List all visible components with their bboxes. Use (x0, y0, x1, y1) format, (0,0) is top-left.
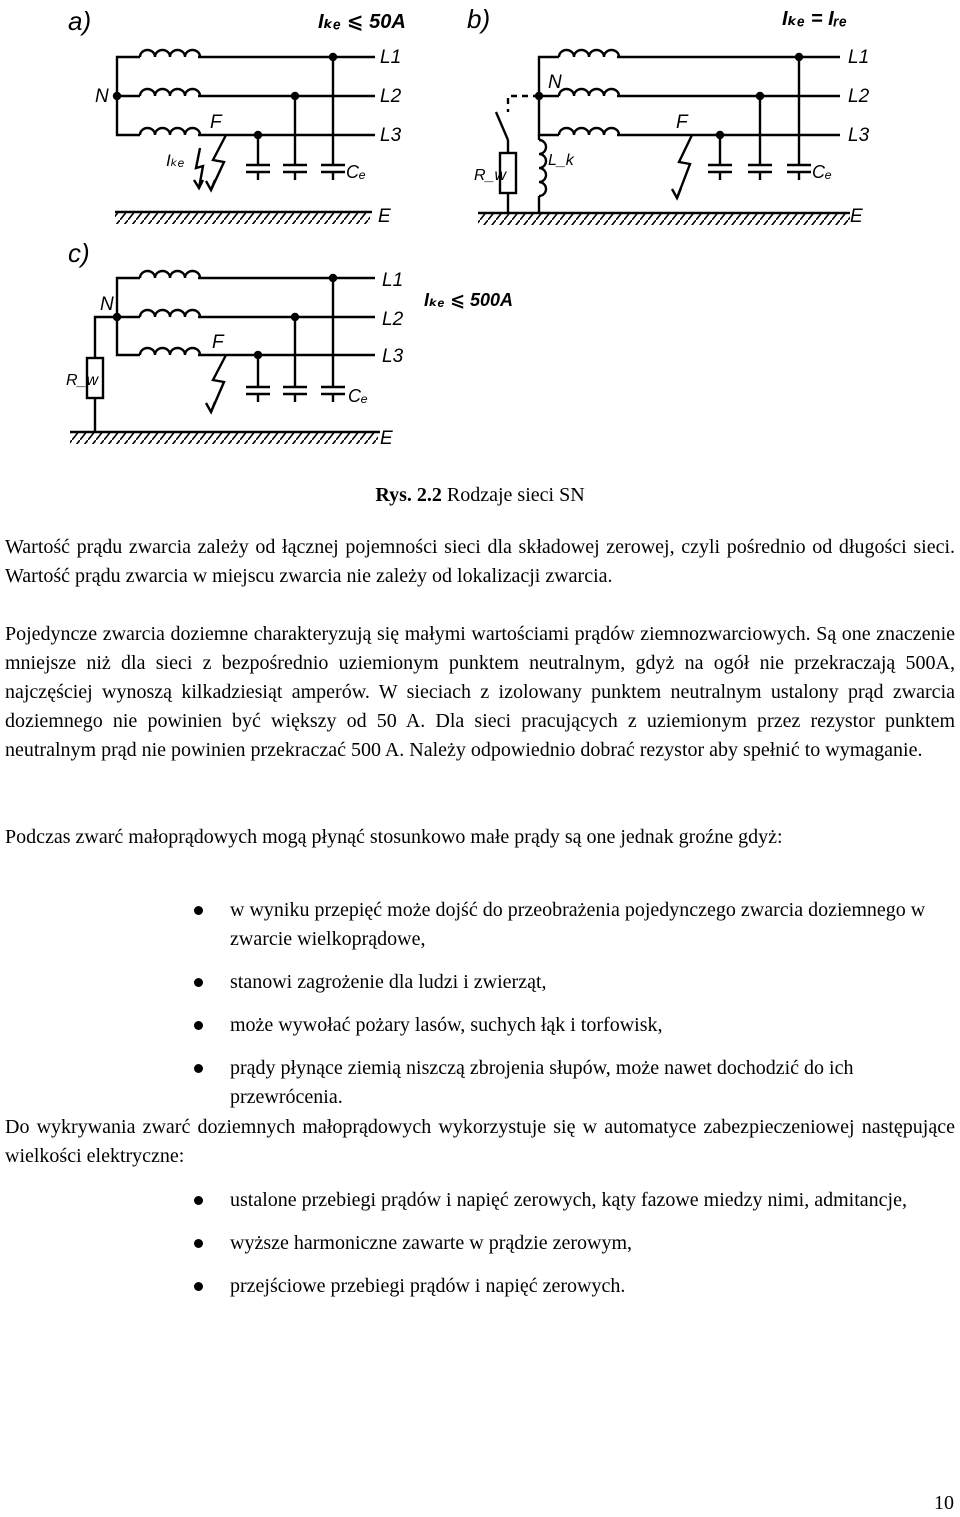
figure-caption-text: Rodzaje sieci SN (441, 484, 585, 506)
panel-c-fault-label: F (212, 332, 224, 353)
paragraph-3: Podczas zwarć małoprądowych mogą płynąć stosunkowo małe prądy są one jednak groźne gdyż: (5, 826, 783, 848)
page-number: 10 (934, 1492, 954, 1514)
panel-b-line-label-2: L2 (848, 86, 870, 107)
panel-b-coil-label: L_k (548, 152, 574, 169)
panel-c-current-note: Iₖₑ ⩽ 500A (424, 290, 514, 310)
list-item: stanowi zagrożenie dla ludzi i zwierząt, (0, 968, 960, 997)
diagram-labels (66, 4, 870, 449)
panel-a-line-label-1: L1 (380, 47, 402, 68)
dangers-list (0, 896, 960, 1112)
list-item: wyższe harmoniczne zawarte w prądzie zerowym, (0, 1229, 960, 1258)
panel-b-current-note: Iₖₑ = Iᵣₑ (782, 8, 848, 30)
panel-c-line-label-1: L1 (382, 270, 404, 291)
panel-c-neutral-label: N (100, 294, 114, 315)
panel-a-fault-label: F (210, 112, 222, 133)
panel-b-neutral-label: N (548, 72, 562, 93)
panel-b-earth-label: E (850, 206, 863, 227)
panel-c-line-label-2: L2 (382, 309, 404, 330)
panel-a-neutral-label: N (95, 86, 109, 107)
panel-c-capacitance-label: Cₑ (348, 386, 368, 406)
panel-c-line-label-3: L3 (382, 346, 404, 367)
panel-b-label: b) (467, 4, 491, 34)
panel-b-line-label-3: L3 (848, 125, 870, 146)
panel-c-earth-label: E (380, 428, 393, 449)
list-item: prądy płynące ziemią niszczą zbrojenia słupów, może nawet dochodzić do ich przewrócenia. (0, 1054, 960, 1112)
list-item: może wywołać pożary lasów, suchych łąk i torfowisk, (0, 1011, 960, 1040)
panel-a-current-note: Iₖₑ ⩽ 50A (318, 11, 406, 33)
panel-a-line-label-2: L2 (380, 86, 402, 107)
paragraph-1: Wartość prądu zwarcia zależy od łącznej pojemności sieci dla składowej zerowej, czyli pośrednio od długości sieci. Wartość prądu zwarcia w miejscu zwarcia nie zależy od lokalizacji zwarcia. (5, 536, 955, 587)
list-item: przejściowe przebiegi prądów i napięć zerowych. (0, 1272, 960, 1301)
panel-a-fault-current-label: Iₖₑ (166, 151, 185, 170)
figure-caption-prefix: Rys. 2.2 (375, 484, 442, 506)
panel-a-capacitance-label: Cₑ (346, 162, 366, 182)
paragraph-4: Do wykrywania zwarć doziemnych małoprądowych wykorzystuje się w automatyce zabezpieczeniowej następujące wielkości elektryczne: (5, 1116, 955, 1167)
panel-a-earth-label: E (378, 206, 391, 227)
diagram-panel-a (114, 50, 375, 224)
panel-a-line-label-3: L3 (380, 125, 402, 146)
figure-caption (0, 481, 960, 509)
diagram-panel-c (70, 271, 380, 444)
paragraph-2: Pojedyncze zwarcia doziemne charakteryzują się małymi wartościami prądów ziemnozwarciowych. Są one znaczenie mniejsze niż dla sieci z bezpośrednio uziemionym punktem neutralnym, gdyż na ogół nie przekraczają 500A, najczęściej wynoszą kilkadziesiąt amperów. W sieciach z izolowany punktem neutralnym ustalony prąd zwarcia doziemnego nie powinien być większy od 50 A. Dla sieci pracujących z uziemionym przez rezystor punktem neutralnym prąd nie powinien przekraczać 500 A. Należy odpowiednio dobrać rezystor aby spełnić to wymaganie. (5, 623, 955, 761)
diagram-panel-b (478, 50, 850, 225)
panel-b-capacitance-label: Cₑ (812, 162, 832, 182)
panel-c-label: c) (68, 238, 90, 268)
panel-a-label: a) (68, 6, 92, 36)
list-item: w wyniku przepięć może dojść do przeobrażenia pojedynczego zwarcia doziemnego w zwarcie wielkoprądowe, (0, 896, 960, 954)
panel-b-line-label-1: L1 (848, 47, 870, 68)
quantities-list (0, 1186, 960, 1301)
circuit-diagram-figure (0, 0, 960, 485)
panel-c-resistor-label: R_w (66, 372, 99, 389)
panel-b-resistor-label: R_w (474, 167, 507, 184)
panel-b-fault-label: F (676, 112, 688, 133)
list-item: ustalone przebiegi prądów i napięć zerowych, kąty fazowe miedzy nimi, admitancje, (0, 1186, 960, 1215)
